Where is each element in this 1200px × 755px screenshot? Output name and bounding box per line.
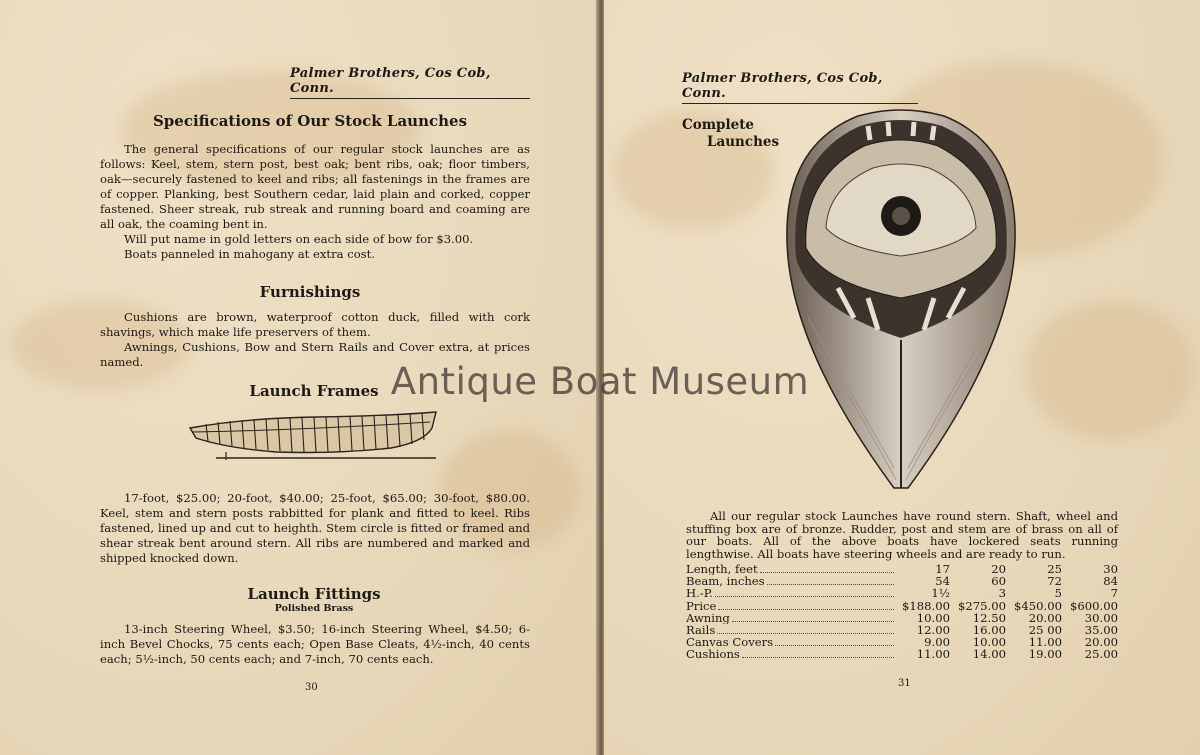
heading-line-1: Complete — [682, 117, 755, 133]
specs-line-3: Boats panneled in mahogany at extra cost. — [124, 247, 375, 261]
spec-row — [686, 600, 1118, 612]
spec-value: 25.00 — [1084, 647, 1118, 662]
spec-value: 14.00 — [972, 647, 1006, 662]
dot-leader — [732, 613, 894, 622]
frames-text — [100, 491, 530, 566]
dot-leader — [717, 625, 894, 634]
specs-line-2: Will put name in gold letters on each side of bow for $3.00. — [124, 232, 474, 246]
specs-heading: Specifications of Our Stock Launches — [152, 112, 468, 130]
spec-value: 25 00 — [1028, 622, 1062, 637]
spec-value: 3 — [998, 586, 1006, 601]
spec-value: 16.00 — [972, 622, 1006, 637]
furnishings-paragraph-1: Cushions are brown, waterproof cotton duck, filled with cork shavings, which make life preservers of them. — [100, 310, 530, 339]
spec-label — [686, 575, 894, 587]
spec-value: 1½ — [931, 586, 950, 601]
spec-value: 12.50 — [972, 610, 1006, 625]
spec-value: $275.00 — [958, 598, 1006, 613]
spec-label — [686, 600, 894, 612]
spec-label-text: Cushions — [686, 648, 740, 661]
launches-text — [686, 510, 1118, 560]
spec-value: 20 — [991, 562, 1006, 576]
spec-value: 10.00 — [972, 635, 1006, 650]
dot-leader — [775, 637, 894, 646]
spec-value: 35.00 — [1084, 622, 1118, 637]
spec-label-text: H.-P. — [686, 587, 713, 600]
spec-value: 84 — [1103, 574, 1118, 589]
spec-label — [686, 636, 894, 648]
spec-label — [686, 563, 894, 575]
spec-value: 11.00 — [1028, 635, 1062, 650]
spec-value: 25 — [1047, 562, 1062, 576]
furnishings-heading: Furnishings — [259, 283, 361, 301]
spec-value: 30.00 — [1084, 610, 1118, 625]
spec-value: 30 — [1103, 562, 1118, 576]
spec-label-text: Beam, inches — [686, 575, 765, 588]
spec-row — [686, 587, 1118, 599]
specs-text — [100, 142, 530, 262]
spec-value: $600.00 — [1070, 598, 1118, 613]
spec-label-text: Canvas Covers — [686, 636, 774, 649]
launches-paragraph: All our regular stock Launches have round stern. Shaft, wheel and stuffing box are of bronze. Rudder, post and stem are of brass on all of our boats. All of the above boats have lockered seats running lengthwise. All boats have steering wheels and are ready to run. — [686, 509, 1118, 561]
spec-value: 19.00 — [1028, 647, 1062, 662]
spec-row — [686, 575, 1118, 587]
spec-value: 9.00 — [924, 635, 950, 650]
spec-row — [686, 648, 1118, 660]
spec-value: 7 — [1110, 586, 1118, 601]
fittings-paragraph: 13-inch Steering Wheel, $3.50; 16-inch Steering Wheel, $4.50; 6-inch Bevel Chocks, 75 cents each; Open Base Cleats, 4½-inch, 40 cents each; 5½-inch, 50 cents each; and 7-inch, 70 cents each. — [100, 622, 530, 666]
spec-value: $450.00 — [1014, 598, 1062, 613]
running-head: Palmer Brothers, Cos Cob, Conn. — [290, 66, 530, 99]
frames-paragraph: 17-foot, $25.00; 20-foot, $40.00; 25-foot, $65.00; 30-foot, $80.00. Keel, stem and stern posts rabbitted for plank and fitted to keel. Ribs fastened, lined up and cut to heighth. Stem circle is fitted or framed and shear streak bent around stern. All ribs are numbered and marked and shipped knocked down. — [100, 491, 530, 565]
dot-leader — [715, 588, 894, 597]
heading-line-2: Launches — [707, 134, 780, 150]
dot-leader — [742, 649, 894, 658]
spec-value: 10.00 — [916, 610, 950, 625]
fittings-subheading: Polished Brass — [274, 603, 354, 614]
launch-frame-illustration — [186, 408, 442, 464]
spec-label — [686, 648, 894, 660]
launch-specs-table — [686, 563, 1118, 661]
complete-launches-heading — [682, 117, 779, 151]
dot-leader — [718, 601, 894, 610]
spec-label-text: Rails — [686, 623, 716, 637]
fittings-heading: Launch Fittings — [247, 585, 381, 603]
fittings-text — [100, 622, 530, 667]
spec-label-text: Price — [686, 599, 717, 612]
spec-value: 17 — [935, 562, 950, 576]
spec-value: 54 — [935, 574, 950, 589]
watermark: Antique Boat Museum — [390, 360, 810, 403]
spec-value: 20.00 — [1028, 610, 1062, 625]
spec-value: $188.00 — [902, 598, 950, 613]
page-number: 31 — [898, 678, 911, 689]
furnishings-paragraph-2: Awnings, Cushions, Bow and Stern Rails and Cover extra, at prices named. — [100, 340, 530, 369]
dot-leader — [760, 564, 894, 573]
page-number: 30 — [305, 682, 318, 693]
spec-label — [686, 612, 894, 624]
spec-value: 20.00 — [1084, 635, 1118, 650]
spec-value: 12.00 — [916, 622, 950, 637]
spec-label — [686, 624, 894, 636]
dot-leader — [767, 576, 894, 585]
spec-label-text: Awning — [686, 611, 730, 624]
launch-photo — [778, 108, 1024, 492]
spec-value: 72 — [1047, 574, 1062, 589]
spec-label-text: Length, feet — [686, 563, 758, 576]
frames-heading: Launch Frames — [249, 382, 379, 400]
running-head: Palmer Brothers, Cos Cob, Conn. — [682, 71, 918, 104]
spec-value: 5 — [1054, 586, 1062, 601]
spec-value: 60 — [991, 574, 1006, 589]
specs-paragraph: The general specifications of our regular stock launches are as follows: Keel, stem, stern post, best oak; bent ribs, oak; floor timbers, oak—securely fastened to keel and ribs; all fastenings in the frames are of copper. Planking, best Southern cedar, laid plain and corked, copper fastened. Sheer streak, rub streak and running board and coaming are all oak, the coaming bent in. — [100, 142, 530, 231]
spec-value: 11.00 — [916, 647, 950, 662]
spec-label — [686, 587, 894, 599]
